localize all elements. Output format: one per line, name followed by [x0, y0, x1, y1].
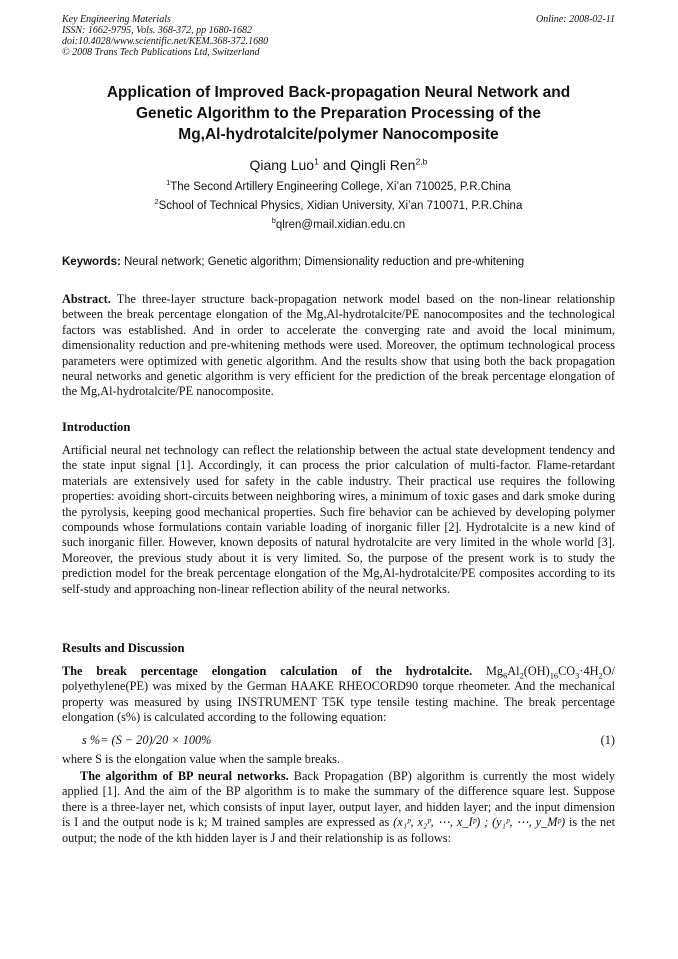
title-line-3: Mg,Al-hydrotalcite/polymer Nanocomposite [178, 126, 499, 143]
online-date: Online: 2008-02-11 [536, 14, 615, 25]
formula-al: Al [507, 664, 520, 678]
affiliation-1 [62, 180, 615, 194]
formula-sub-3: 3 [575, 671, 580, 681]
affiliation-2-text: School of Technical Physics, Xidian University, Xi’an 710071, P.R.China [158, 200, 523, 212]
p1-text: polyethylene(PE) was mixed by the German HAAKE RHEOCORD90 torque rheometer. And the mechanical property was measured by using INSTRUMENT T5K type tensile testing machine. The break percentage elongation (s%) is calculated according to the following equation: [62, 679, 615, 725]
title-line-2: Genetic Algorithm to the Preparation Processing of the [135, 105, 542, 122]
affiliation-1-text: The Second Artillery Engineering College, Xi’an 710025, P.R.China [170, 181, 511, 193]
p2-text: Back Propagation (BP) algorithm is currently the most widely applied [1]. And the aim of the BP algorithm is to make the summary of the difference square lest. Suppose there is a three-layer net, which consists of input layer, output layer, and hidden layer; and the input dimension is I and the output node is k; M trained samples are expressed as [62, 769, 615, 830]
paper-title [62, 82, 615, 145]
p2-tail: is the net output; the node of the kth hidden layer is J and their relationship is as follows: [62, 815, 615, 845]
author-2-sup: 2,b [415, 156, 428, 167]
copyright-line: © 2008 Trans Tech Publications Ltd, Switzerland [62, 47, 260, 58]
issn-line: ISSN: 1662-9795, Vols. 368-372, pp 1680-1682 [62, 25, 252, 36]
formula-co: CO [558, 664, 576, 678]
p1-label: The break percentage elongation calculation of the hydrotalcite. [62, 664, 473, 678]
abstract [62, 292, 615, 400]
formula-sub-2b: 2 [598, 671, 603, 681]
formula-mg: Mg [472, 664, 504, 678]
doi-line: doi:10.4028/www.scientific.net/KEM.368-372.1680 [62, 36, 269, 47]
author-2: Qingli Ren [350, 157, 416, 173]
formula-sub-2: 2 [519, 671, 524, 681]
keywords-text: Neural network; Genetic algorithm; Dimensionality reduction and pre-whitening [120, 256, 525, 268]
section-heading-introduction: Introduction [62, 420, 131, 434]
title-line-1: Application of Improved Back-propagation Neural Network and [106, 84, 571, 101]
p2-math: (x₁ᵖ, x₂ᵖ, ⋯, x_Iᵖ) ; (y₁ᵖ, ⋯, y_Mᵖ) [389, 815, 569, 830]
affiliation-1-sup: 1 [166, 179, 171, 188]
equation-1 [82, 733, 615, 748]
formula-sub-16: 16 [549, 671, 559, 681]
abstract-label: Abstract. [62, 292, 111, 306]
email-text[interactable]: qlren@mail.xidian.edu.cn [275, 219, 406, 231]
author-email [62, 218, 615, 232]
results-paragraph-2 [62, 769, 615, 846]
journal-name: Key Engineering Materials [62, 14, 171, 25]
section-heading-results: Results and Discussion [62, 641, 185, 655]
keywords-label: Keywords: [62, 256, 121, 268]
email-sup: b [271, 217, 276, 226]
formula-o: O/ [602, 664, 615, 678]
formula-sub-6: 6 [503, 671, 508, 681]
journal-header [62, 14, 615, 58]
affiliation-2 [62, 199, 615, 213]
abstract-text: The three-layer structure back-propagation network model based on the non-linear relationship between the break percentage elongation of the Mg,Al-hydrotalcite/PE nanocomposites and the technological factors was established. And in order to accelerate the converging rate and avoid the local minimum, dimensionality reduction and pre-whitening methods were used. Moreover, the optimum technological process parameters were optimized with genetic algorithm. And the results show that using both the back propagation neural networks and genetic algorithm is very efficient for the prediction of the break percentage elongation of the Mg,Al-hydrotalcite/PE nanocomposite. [62, 292, 615, 399]
formula-oh: (OH) [523, 664, 550, 678]
results-paragraph-1 [62, 664, 615, 726]
p1-formula [472, 664, 615, 681]
keywords [62, 255, 615, 270]
equation-body: s %= (S − 20)/20 × 100% [82, 733, 212, 747]
equation-where: where S is the elongation value when the sample breaks. [62, 752, 340, 766]
formula-h: ·4H [579, 664, 599, 678]
author-line [62, 156, 615, 174]
affiliation-2-sup: 2 [154, 198, 159, 207]
author-1: Qiang Luo [249, 157, 315, 173]
author-1-sup: 1 [314, 156, 319, 167]
introduction-paragraph: Artificial neural net technology can reflect the relationship between the actual state development tendency and the state input signal [1]. Accordingly, it can process the prior calculation of multi-factor. Flame-retardant materials are extensively used for safety in the cable industry. Their practical use requires the following properties: avoiding short-circuits between neighboring wires, a minimum of toxic gases and dark smoke during the pyrolysis, keeping good mechanical properties. Such fire behavior can be achieved by developing polymer compounds whose formulations contain variable loading of inorganic filler [2]. Hydrotalcite is a new kind of such inorganic filler. However, known deposits of natural hydrotalcite are very limited in the whole world [3]. Moreover, the previous study about it is very limited. So, the purpose of the present work is to study the prediction model for the break percentage elongation of the Mg,Al-hydrotalcite/PE composites according to its self-study and approaching non-linear reflection ability of the neural networks. [62, 443, 615, 596]
p2-label: The algorithm of BP neural networks. [80, 769, 289, 783]
author-and: and [318, 157, 351, 173]
equation-number: (1) [600, 733, 615, 747]
